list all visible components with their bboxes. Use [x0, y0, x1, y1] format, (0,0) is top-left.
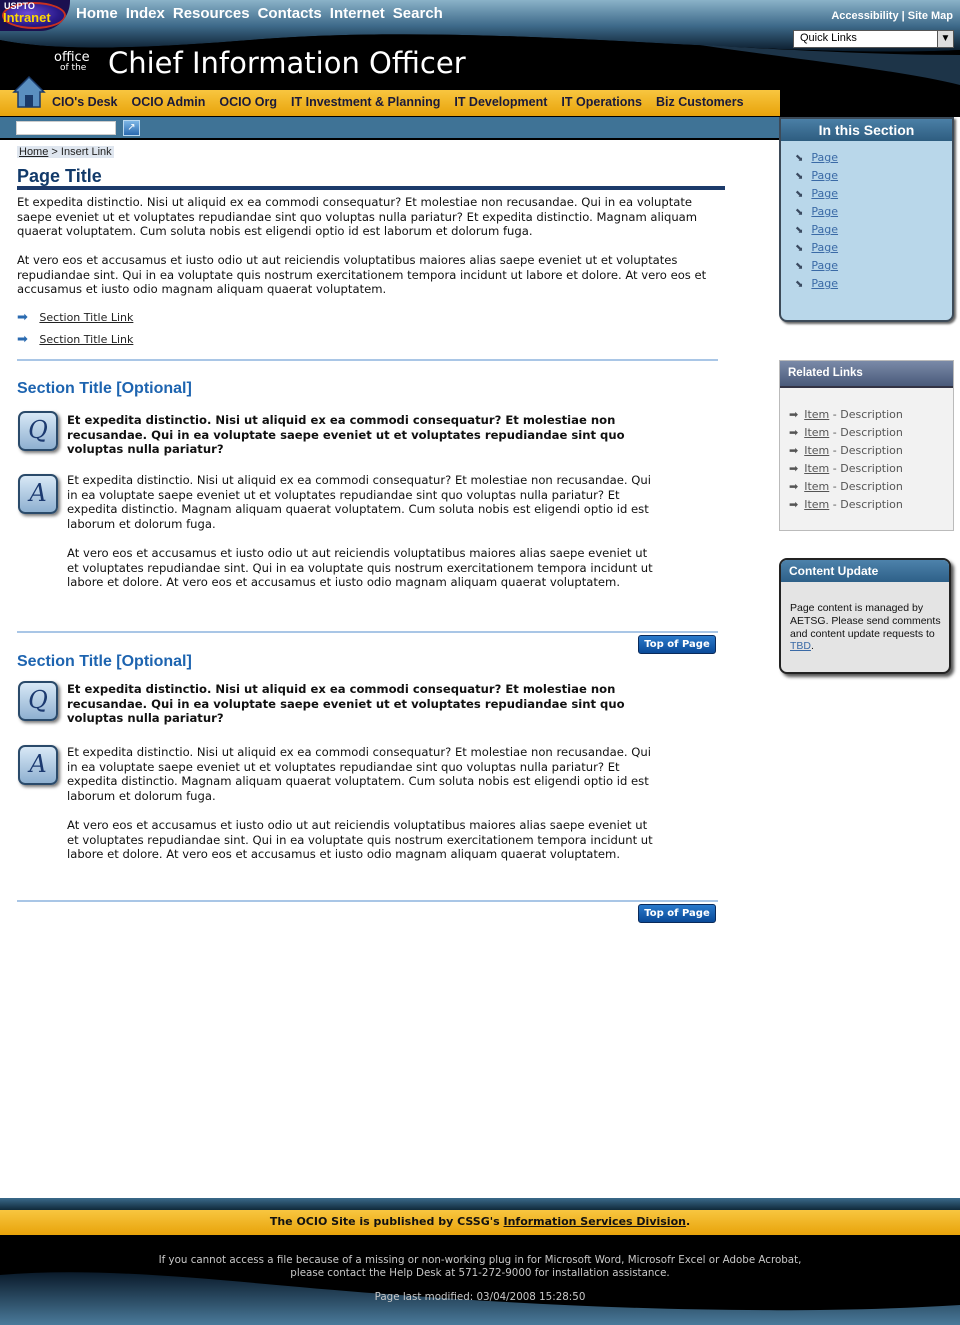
footer-help-line-1: If you cannot access a file because of a missing or non-working plug in for Microsoft Word, Microsofr Excel or Adobe Acrobat, [158, 1254, 802, 1266]
section-title: Section Title [Optional] [17, 653, 192, 670]
arrow-right-icon: ➡ [789, 426, 799, 439]
related-link-desc: - Description [832, 498, 903, 511]
topnav-internet[interactable]: Internet [329, 5, 385, 22]
related-link[interactable] [789, 444, 903, 462]
top-of-page-button[interactable]: Top of Page [638, 904, 716, 923]
in-this-section-title: In this Section [781, 119, 952, 141]
page-link-label[interactable]: Page [811, 241, 839, 254]
related-link-label[interactable]: Item [804, 444, 830, 457]
footer-publisher [0, 1210, 960, 1235]
related-link-label[interactable]: Item [804, 480, 830, 493]
arrow-icon: ⬊ [795, 189, 804, 200]
site-title: Chief Information Officer [108, 46, 466, 80]
section-page-link[interactable] [795, 205, 838, 223]
footer-last-modified: Page last modified: 03/04/2008 15:28:50 [374, 1291, 586, 1303]
content-update-box [779, 558, 951, 674]
office-of-the [54, 52, 90, 74]
arrow-icon: ⬊ [795, 207, 804, 218]
topnav-index[interactable]: Index [125, 5, 165, 22]
section-page-link[interactable] [795, 259, 838, 277]
page-link-label[interactable]: Page [811, 187, 839, 200]
content-update-body: Page content is managed by AETSG. Please send comments and content update requests to [790, 602, 941, 640]
footer-publisher-end: . [685, 1215, 691, 1228]
section-nav [0, 90, 780, 116]
section-link-1[interactable] [17, 310, 133, 325]
divider [17, 631, 718, 633]
logo-line2: Intranet [3, 10, 51, 25]
related-link[interactable] [789, 462, 903, 480]
question-text: Et expedita distinctio. Nisi ut aliquid ex ea commodi consequatur? Et molestiae non recusandae. Qui in ea voluptate saepe eveniet ut et voluptates repudiandae sint quo voluptas nulla pariatur? [67, 682, 625, 726]
section-link-label[interactable]: Section Title Link [39, 311, 134, 324]
related-link[interactable] [789, 426, 903, 444]
nav-extension [780, 90, 960, 116]
utility-links[interactable]: Accessibility | Site Map [831, 10, 953, 22]
topnav-resources[interactable]: Resources [172, 5, 250, 22]
topnav-home[interactable]: Home [76, 5, 118, 22]
nav-cios-desk[interactable]: CIO's Desk [52, 95, 118, 109]
related-link[interactable] [789, 498, 903, 516]
question-icon: Q [18, 411, 58, 451]
nav-ocio-admin[interactable]: OCIO Admin [131, 95, 206, 109]
section-link-label[interactable]: Section Title Link [39, 333, 134, 346]
nav-biz-customers[interactable]: Biz Customers [656, 95, 744, 109]
arrow-icon: ⬊ [795, 171, 804, 182]
quick-links-select[interactable] [793, 30, 954, 48]
related-links-box [779, 360, 954, 531]
page-link-label[interactable]: Page [811, 205, 839, 218]
content-update-end: . [811, 640, 814, 653]
question-text: Et expedita distinctio. Nisi ut aliquid ex ea commodi consequatur? Et molestiae non recusandae. Qui in ea voluptate saepe eveniet ut et voluptates repudiandae sint quo voluptas nulla pariatur? [67, 413, 625, 457]
logo-line1: USPTO [4, 1, 35, 11]
related-link[interactable] [789, 480, 903, 498]
arrow-icon: ⬊ [795, 261, 804, 272]
section-page-link[interactable] [795, 277, 838, 295]
page-link-label[interactable]: Page [811, 169, 839, 182]
topnav-contacts[interactable]: Contacts [257, 5, 322, 22]
section-page-link[interactable] [795, 151, 838, 169]
answer-text-1: Et expedita distinctio. Nisi ut aliquid ex ea commodi consequatur? Et molestiae non recusandae. Qui in ea voluptate saepe eveniet ut et voluptates repudiandae sint quo voluptas nulla pariatur? Et expedita distinctio. Magnam aliquam quaerat voluptatem. Cum soluta nobis est eligendi optio id est laborum et dolorum fuga. [67, 745, 651, 803]
footer-help-line-2: please contact the Help Desk at 571-272-9000 for installation assistance. [290, 1267, 670, 1279]
answer-text-1: Et expedita distinctio. Nisi ut aliquid ex ea commodi consequatur? Et molestiae non recusandae. Qui in ea voluptate saepe eveniet ut et voluptates repudiandae sint quo voluptas nulla pariatur? Et expedita distinctio. Magnam aliquam quaerat voluptatem. Cum soluta nobis est eligendi optio id est laborum et dolorum fuga. [67, 473, 651, 531]
related-link-label[interactable]: Item [804, 498, 830, 511]
arrow-right-icon: ➡ [789, 462, 799, 475]
related-link-label[interactable]: Item [804, 462, 830, 475]
content-update-text [790, 602, 945, 653]
in-this-section-box [779, 117, 954, 322]
arrow-right-icon: ➡ [789, 444, 799, 457]
content-update-link[interactable]: TBD [790, 640, 811, 653]
title-rule [17, 186, 725, 190]
intro-paragraph-2: At vero eos et accusamus et iusto odio ut aut reiciendis voluptatibus maiores alias saepe eveniet ut et voluptates repudiandae sint. Qui in ea voluptate quis nostrum exercitationem tempora incidunt ut labore et dolore. At vero eos et accusamus et iusto odio magnam aliquam quaerat voluptatem. [17, 253, 707, 297]
chevron-down-icon[interactable]: ▼ [937, 31, 953, 47]
quick-links-value: Quick Links [800, 32, 857, 44]
arrow-right-icon: ➡ [789, 480, 799, 493]
arrow-right-icon: ➡ [789, 498, 799, 511]
answer-icon: A [18, 474, 58, 514]
related-links-title: Related Links [780, 361, 953, 388]
arrow-icon: ⬊ [795, 279, 804, 290]
related-link-desc: - Description [832, 444, 903, 457]
office-line1: office [54, 50, 90, 65]
page-link-label[interactable]: Page [811, 223, 839, 236]
top-nav [76, 5, 451, 22]
nav-it-investment[interactable]: IT Investment & Planning [291, 95, 441, 109]
arrow-icon: ⬊ [795, 153, 804, 164]
related-link-desc: - Description [832, 462, 903, 475]
related-link[interactable] [789, 408, 903, 426]
footer-top-bar [0, 1198, 960, 1210]
home-icon[interactable] [12, 74, 46, 110]
breadcrumb-home[interactable]: Home [19, 146, 49, 158]
office-line2: of the [60, 63, 87, 73]
divider [17, 359, 718, 361]
breadcrumb-current[interactable]: Insert Link [60, 146, 112, 158]
related-link-desc: - Description [832, 426, 903, 439]
breadcrumb [17, 146, 114, 158]
footer-swoosh [0, 1235, 960, 1325]
nav-it-operations[interactable]: IT Operations [561, 95, 642, 109]
section-title: Section Title [Optional] [17, 380, 192, 397]
related-link-desc: - Description [832, 480, 903, 493]
content-update-title: Content Update [781, 560, 949, 582]
footer-publisher-link[interactable]: Information Services Division [503, 1215, 686, 1228]
top-of-page-button[interactable]: Top of Page [638, 635, 716, 654]
topnav-search[interactable]: Search [392, 5, 443, 22]
section-page-link[interactable] [795, 223, 838, 241]
section-page-link[interactable] [795, 169, 838, 187]
divider [17, 900, 718, 902]
question-icon: Q [18, 681, 58, 721]
search-bar [0, 117, 780, 140]
arrow-right-icon: ➡ [17, 332, 28, 347]
section-link-2[interactable] [17, 332, 133, 347]
answer-icon: A [18, 745, 58, 785]
page-link-label[interactable]: Page [811, 151, 839, 164]
related-link-label[interactable]: Item [804, 426, 830, 439]
arrow-right-icon: ➡ [789, 408, 799, 421]
footer-publisher-text: The OCIO Site is published by CSSG's [269, 1215, 504, 1228]
intro-paragraph-1: Et expedita distinctio. Nisi ut aliquid ex ea commodi consequatur? Et molestiae non recusandae. Qui in ea voluptate saepe eveniet ut et voluptates repudiandae sint quo voluptas nulla pariatur? Et expedita distinctio. Magnam aliquam quaerat voluptatem. Cum soluta nobis est eligendi optio id est laborum et dolorum fuga. [17, 195, 698, 239]
page-link-label[interactable]: Page [811, 259, 839, 272]
arrow-icon: ⬊ [795, 243, 804, 254]
section-page-link[interactable] [795, 187, 838, 205]
arrow-icon: ⬊ [795, 225, 804, 236]
page-title: Page Title [17, 166, 102, 186]
answer-text-2: At vero eos et accusamus et iusto odio ut aut reiciendis voluptatibus maiores alias saepe eveniet ut et voluptates repudiandae sint. Qui in ea voluptate quis nostrum exercitationem tempora incidunt ut labore et dolore. At vero eos et accusamus et iusto odio magnam aliquam quaerat voluptatem. [67, 546, 653, 590]
nav-ocio-org[interactable]: OCIO Org [219, 95, 278, 109]
search-input[interactable] [16, 121, 116, 135]
footer [0, 1235, 960, 1325]
arrow-right-icon: ➡ [17, 310, 28, 325]
nav-it-development[interactable]: IT Development [454, 95, 548, 109]
answer-text-2: At vero eos et accusamus et iusto odio ut aut reiciendis voluptatibus maiores alias saepe eveniet ut et voluptates repudiandae sint. Qui in ea voluptate quis nostrum exercitationem tempora incidunt ut labore et dolore. At vero eos et accusamus et iusto odio magnam aliquam quaerat voluptatem. [67, 818, 653, 862]
related-link-desc: - Description [832, 408, 903, 421]
section-page-link[interactable] [795, 241, 838, 259]
related-link-label[interactable]: Item [804, 408, 830, 421]
page-link-label[interactable]: Page [811, 277, 839, 290]
breadcrumb-separator: > [51, 146, 58, 158]
search-go-icon[interactable]: ↗ [123, 120, 140, 136]
